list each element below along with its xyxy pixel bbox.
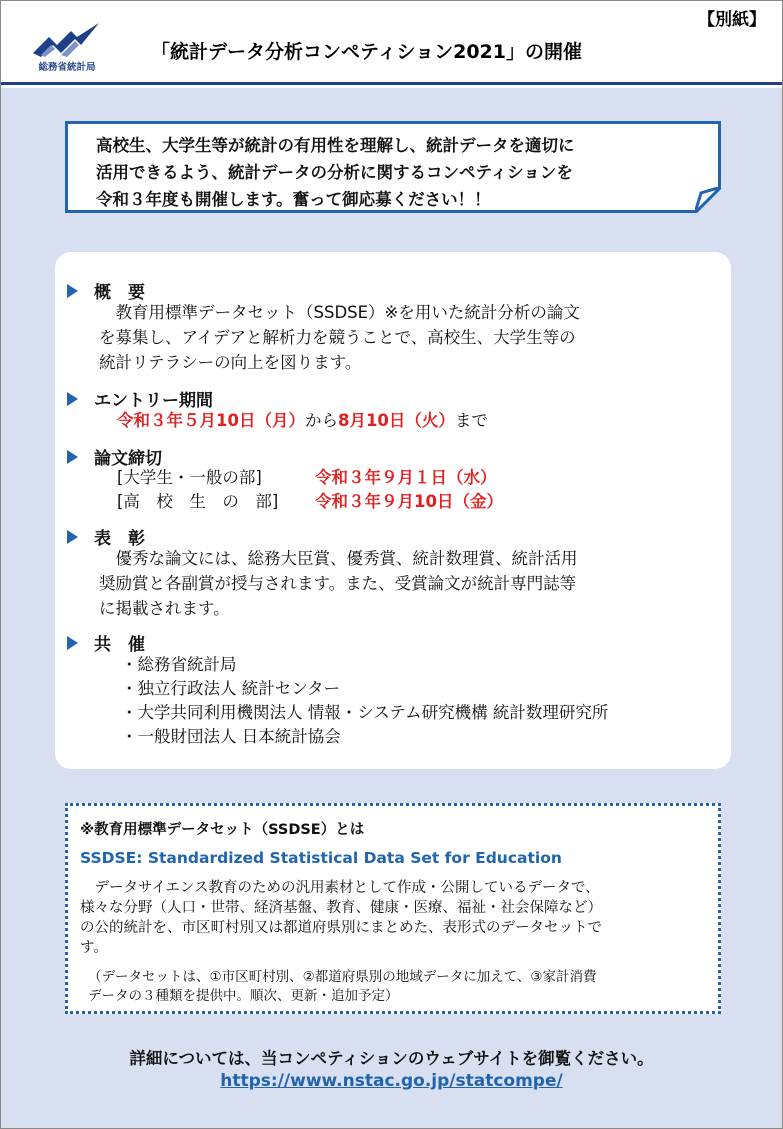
- overview-line: 統計リテラシーの向上を図ります。: [99, 353, 362, 372]
- header: [1, 1, 782, 85]
- overview-line: を募集し、アイデアと解析力を競うことで、高校生、大学生等の: [99, 328, 576, 347]
- section-title: 共 催: [94, 635, 145, 655]
- triangle-bullet-icon: [67, 530, 78, 544]
- deadline-row: [117, 489, 503, 514]
- ssdse-note-line: （データセットは、①市区町村別、②都道府県別の地域データに加えて、③家計消費: [88, 969, 597, 985]
- ssdse-note-line: データの３種類を提供中。順次、更新・追加予定）: [88, 988, 399, 1004]
- page-title: 「統計データ分析コンペティション2021」の開催: [151, 41, 582, 63]
- entry-until: まで: [454, 411, 488, 430]
- attachment-label: 【別紙】: [698, 10, 766, 30]
- triangle-bullet-icon: [67, 284, 78, 298]
- page-fold-icon: [695, 187, 721, 213]
- entry-start-date: 令和３年５月10日（月）: [117, 411, 305, 430]
- logo-mark-icon: [31, 23, 103, 57]
- ssdse-box: [65, 803, 721, 1014]
- footer-text: 詳細については、当コンペティションのウェブサイトを御覧ください。: [129, 1049, 654, 1068]
- ssdse-english-name: SSDSE: Standardized Statistical Data Set for Education: [80, 849, 562, 867]
- award-line: 優秀な論文には、総務大臣賞、優秀賞、統計数理賞、統計活用: [99, 549, 578, 568]
- intro-line: 令和３年度も開催します。奮って御応募ください！！: [96, 190, 491, 209]
- ssdse-body-line: す。: [80, 940, 108, 956]
- section-title: エントリー期間: [94, 391, 213, 411]
- section-title: 表 彰: [94, 529, 145, 549]
- award-line: に掲載されます。: [99, 599, 230, 618]
- deadline-category: [大学生・一般の部]: [117, 468, 262, 487]
- triangle-bullet-icon: [67, 392, 78, 406]
- cohost-item: ・大学共同利用機関法人 情報・システム研究機構 統計数理研究所: [121, 703, 609, 722]
- stat-bureau-logo: [27, 23, 107, 75]
- entry-end-date: 8月10日（火）: [337, 411, 455, 430]
- cohost-item: ・一般財団法人 日本統計協会: [121, 727, 341, 746]
- section-title: 論文締切: [94, 449, 162, 469]
- triangle-bullet-icon: [67, 636, 78, 650]
- overview-card: [55, 252, 731, 769]
- ssdse-body-line: 様々な分野（人口・世帯、経済基盤、教育、健康・医療、福祉・社会保障など）: [80, 900, 602, 916]
- entry-period: [117, 408, 488, 433]
- ssdse-body-line: データサイエンス教育のための汎用素材として作成・公開しているデータで、: [80, 880, 600, 896]
- deadline-row: [117, 465, 497, 490]
- intro-box: [65, 121, 721, 213]
- deadline-date: 令和３年９月１日（水）: [315, 468, 497, 487]
- ssdse-title: ※教育用標準データセット（SSDSE）とは: [80, 822, 365, 838]
- section-title: 概 要: [94, 283, 145, 303]
- deadline-date: 令和３年９月10日（金）: [315, 492, 503, 511]
- entry-from: から: [304, 411, 338, 430]
- overview-line: 教育用標準データセット（SSDSE）※を用いた統計分析の論文: [99, 303, 580, 322]
- deadline-category: [高 校 生 の 部]: [117, 492, 279, 511]
- intro-line: 活用できるよう、統計データの分析に関するコンペティションを: [96, 163, 573, 182]
- triangle-bullet-icon: [67, 450, 78, 464]
- cohost-item: ・独立行政法人 統計センター: [121, 679, 341, 698]
- ssdse-body-line: の公的統計を、市区町村別又は都道府県別にまとめた、表形式のデータセットで: [80, 920, 602, 936]
- logo-text: 総務省統計局: [38, 62, 96, 73]
- award-line: 奨励賞と各副賞が授与されます。また、受賞論文が統計専門誌等: [99, 574, 577, 593]
- intro-line: 高校生、大学生等が統計の有用性を理解し、統計データを適切に: [96, 136, 575, 155]
- cohost-item: ・総務省統計局: [121, 655, 237, 674]
- website-link[interactable]: https://www.nstac.go.jp/statcompe/: [220, 1071, 563, 1091]
